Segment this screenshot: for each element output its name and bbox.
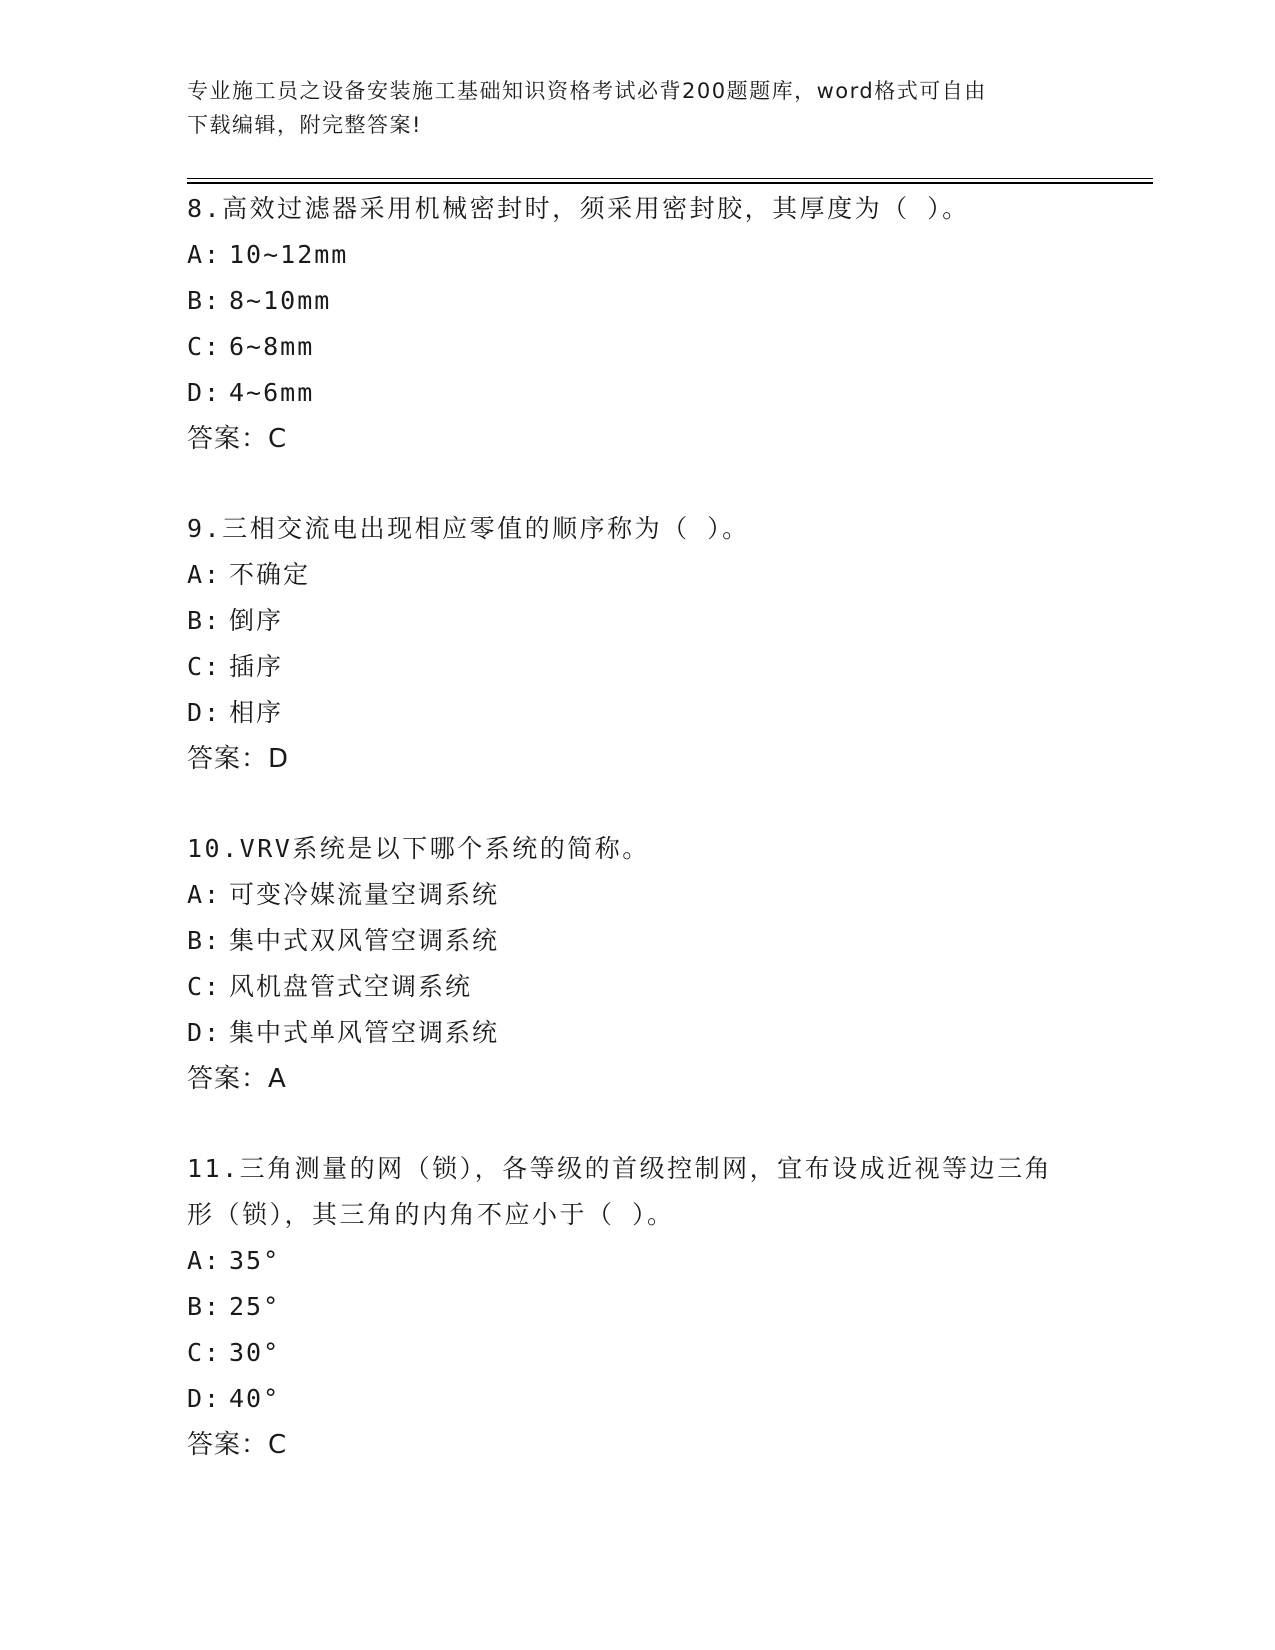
question-11 (187, 1146, 1087, 1468)
answer-line: 答案：D (187, 744, 290, 774)
option-letter: A: (187, 1246, 222, 1275)
option-text: 4~6mm (229, 378, 315, 407)
option-text: 可变冷媒流量空调系统 (229, 880, 500, 909)
header-divider-thick (187, 182, 1153, 184)
option-b (187, 598, 1087, 644)
option-letter: D: (187, 378, 222, 407)
answer-line: 答案：C (187, 1430, 288, 1460)
option-text: 相序 (229, 698, 284, 727)
option-text: 8~10mm (229, 286, 332, 315)
question-stem: 8.高效过滤器采用机械密封时，须采用密封胶，其厚度为（ ）。 (187, 194, 970, 223)
option-text: 6~8mm (229, 332, 315, 361)
option-text: 35° (229, 1246, 281, 1275)
option-d (187, 690, 1087, 736)
option-c (187, 964, 1087, 1010)
option-letter: A: (187, 240, 222, 269)
answer-line: 答案：C (187, 424, 288, 454)
option-text: 风机盘管式空调系统 (229, 972, 473, 1001)
option-text: 30° (229, 1338, 281, 1367)
option-text: 25° (229, 1292, 281, 1321)
option-text: 插序 (229, 652, 284, 681)
option-c (187, 324, 1087, 370)
option-letter: D: (187, 1384, 222, 1413)
option-letter: C: (187, 972, 222, 1001)
option-letter: B: (187, 606, 222, 635)
question-stem: 9.三相交流电出现相应零值的顺序称为（ ）。 (187, 514, 750, 543)
option-a (187, 552, 1087, 598)
option-letter: A: (187, 560, 222, 589)
option-letter: C: (187, 1338, 222, 1367)
question-9 (187, 506, 1087, 782)
option-letter: A: (187, 880, 222, 909)
question-stem: 10.VRV系统是以下哪个系统的简称。 (187, 834, 650, 863)
document-header (187, 74, 1067, 142)
option-text: 集中式单风管空调系统 (229, 1018, 500, 1047)
option-text: 40° (229, 1384, 281, 1413)
option-c (187, 644, 1087, 690)
option-letter: C: (187, 332, 222, 361)
header-line-1: 专业施工员之设备安装施工基础知识资格考试必背200题题库，word格式可自由 (187, 79, 987, 103)
question-stem: 11.三角测量的网（锁），各等级的首级控制网，宜布设成近视等边三角形（锁），其三角的内角不应小于（ ）。 (187, 1154, 1053, 1229)
option-letter: B: (187, 1292, 222, 1321)
option-a (187, 232, 1087, 278)
option-b (187, 918, 1087, 964)
option-text: 集中式双风管空调系统 (229, 926, 500, 955)
option-b (187, 278, 1087, 324)
option-c (187, 1330, 1087, 1376)
option-letter: D: (187, 698, 222, 727)
answer-line: 答案：A (187, 1064, 287, 1094)
option-a (187, 872, 1087, 918)
question-10 (187, 826, 1087, 1102)
question-8 (187, 186, 1087, 462)
option-d (187, 370, 1087, 416)
option-a (187, 1238, 1087, 1284)
option-letter: C: (187, 652, 222, 681)
option-letter: B: (187, 286, 222, 315)
option-letter: B: (187, 926, 222, 955)
option-text: 不确定 (229, 560, 311, 589)
option-letter: D: (187, 1018, 222, 1047)
header-line-2: 下载编辑，附完整答案! (187, 113, 422, 137)
option-d (187, 1010, 1087, 1056)
option-text: 10~12mm (229, 240, 349, 269)
header-divider-thin (187, 178, 1153, 179)
question-list (187, 186, 1087, 1512)
option-text: 倒序 (229, 606, 284, 635)
option-b (187, 1284, 1087, 1330)
option-d (187, 1376, 1087, 1422)
